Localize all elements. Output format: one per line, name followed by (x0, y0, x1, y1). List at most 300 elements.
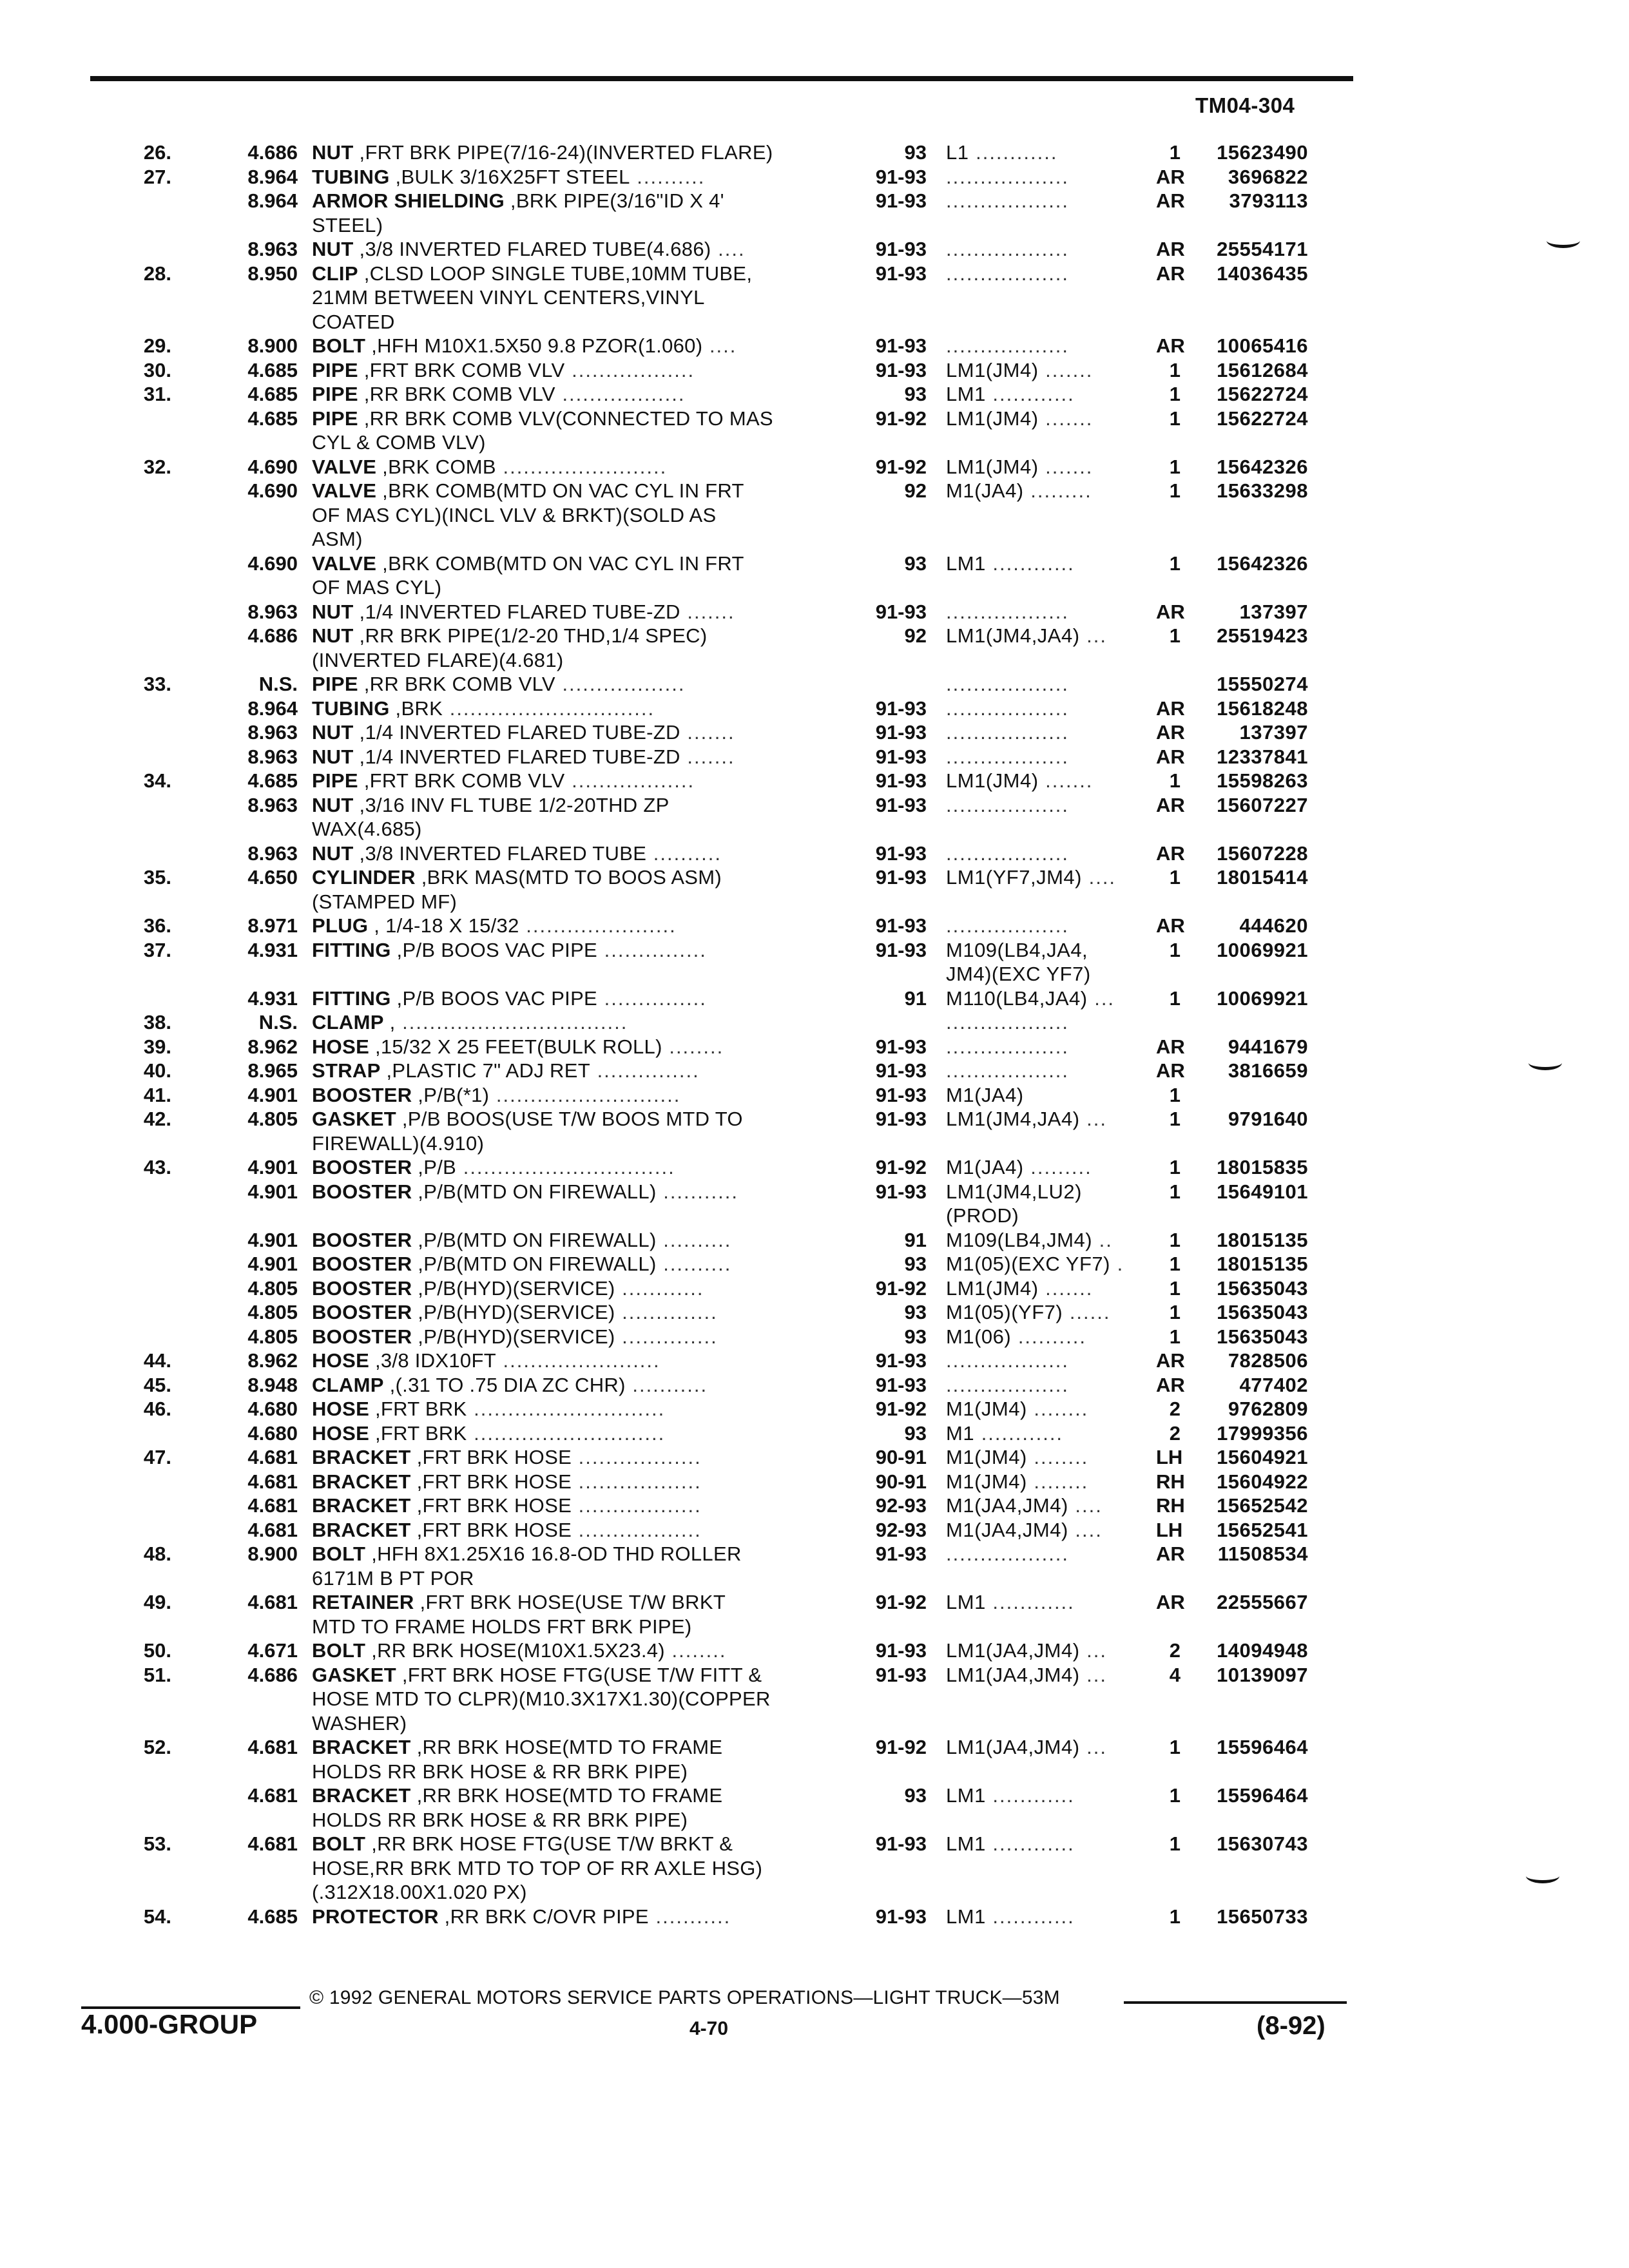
model-usage (927, 624, 1156, 648)
model-years: 91-92 (875, 407, 927, 430)
item-number: 54. (143, 1905, 171, 1928)
part-detail: ,15/32 X 25 FEET(BULK ROLL) (369, 1035, 662, 1058)
model-code: L1 (946, 141, 969, 164)
quantity: AR (1156, 334, 1185, 357)
part-detail: , 1/4-18 X 15/32 (368, 914, 519, 937)
part-number: 15633298 (1217, 479, 1308, 502)
part-number: 17999356 (1217, 1421, 1308, 1445)
leader-dots: .................. (946, 914, 1070, 937)
leader-dots: ............ (974, 1421, 1064, 1445)
quantity: 1 (1169, 1156, 1181, 1178)
parts-row (0, 1059, 1629, 1083)
model-years: 91-93 (875, 1083, 927, 1106)
group-number: 4.685 (247, 383, 298, 405)
model-code: M1 (946, 1421, 975, 1445)
model-usage (927, 358, 1156, 383)
group-number: 4.681 (247, 1784, 298, 1807)
leader-dots: ....... (680, 745, 735, 768)
leader-dots: ....... (1038, 407, 1094, 430)
quantity: AR (1156, 1373, 1185, 1396)
model-code: LM1 (946, 1784, 986, 1807)
part-description (298, 407, 844, 455)
part-number: 25519423 (1217, 624, 1308, 647)
part-detail: ,P/B(*1) (412, 1083, 490, 1106)
model-code: LM1(JM4) (946, 358, 1039, 381)
model-years: 91-93 (875, 1832, 927, 1855)
parts-row (0, 1663, 1629, 1736)
leader-dots: ............................... (456, 1156, 675, 1178)
model-usage (927, 407, 1156, 431)
model-usage (927, 720, 1156, 745)
leader-dots: .................. (946, 673, 1070, 695)
group-number: 4.681 (247, 1832, 298, 1855)
leader-dots: ... (1087, 986, 1115, 1010)
group-number: 4.901 (247, 1083, 298, 1106)
group-number: 8.948 (247, 1373, 298, 1396)
leader-dots: ............... (597, 938, 707, 961)
part-description (298, 865, 844, 914)
parts-row (0, 1421, 1629, 1446)
part-name: HOSE (312, 1398, 370, 1420)
leader-dots: ....... (1038, 1276, 1094, 1300)
group-number: 4.680 (247, 1398, 298, 1420)
leader-dots: ............................ (467, 1421, 666, 1445)
model-years: 91-93 (875, 189, 927, 212)
part-detail: ,RR BRK HOSE(MTD TO FRAME HOLDS RR BRK HOSE & RR BRK PIPE) (312, 1736, 723, 1783)
model-usage (927, 165, 1156, 189)
part-detail: ,P/B(MTD ON FIREWALL) (412, 1180, 657, 1203)
part-number: 15623490 (1217, 141, 1308, 164)
item-number: 36. (143, 914, 171, 937)
model-usage (927, 697, 1156, 721)
model-code: LM1 (946, 1832, 986, 1855)
model-code: M110(LB4,JA4) (946, 986, 1088, 1010)
parts-row (0, 624, 1629, 672)
model-code: M1(JA4) (946, 479, 1024, 502)
item-number: 43. (143, 1156, 171, 1178)
group-number: 4.901 (247, 1228, 298, 1251)
group-number: 8.963 (247, 841, 298, 865)
parts-row (0, 1155, 1629, 1180)
parts-row (0, 1542, 1629, 1590)
model-code: LM1(JM4,LU2) (PROD) (946, 1180, 1082, 1227)
part-name: PROTECTOR (312, 1905, 439, 1928)
quantity: 1 (1169, 1108, 1181, 1130)
part-detail: ,BULK 3/16X25FT STEEL (389, 165, 630, 188)
model-code: LM1(JM4) (946, 1276, 1039, 1300)
item-number: 50. (143, 1639, 171, 1662)
part-description (298, 1518, 844, 1542)
leader-dots: .................. (946, 262, 1070, 285)
model-usage (927, 1180, 1156, 1228)
part-detail: ,1/4 INVERTED FLARED TUBE-ZD (353, 600, 680, 623)
part-detail: ,P/B(HYD)(SERVICE) (412, 1301, 615, 1323)
part-detail: ,PLASTIC 7" ADJ RET (380, 1059, 590, 1082)
part-number: 14094948 (1217, 1639, 1308, 1662)
part-name: RETAINER (312, 1591, 414, 1613)
parts-row (0, 865, 1629, 914)
model-years: 91-92 (875, 1276, 927, 1300)
leader-dots: ....... (680, 721, 735, 744)
quantity: AR (1156, 697, 1185, 720)
part-number: 10069921 (1217, 938, 1308, 961)
parts-row (0, 1373, 1629, 1398)
model-years: 91-93 (875, 1373, 927, 1396)
quantity: AR (1156, 262, 1185, 285)
part-description (298, 986, 844, 1011)
model-years: 91-92 (875, 455, 927, 478)
group-number: 4.805 (247, 1108, 298, 1130)
group-number: 8.965 (247, 1059, 298, 1082)
part-name: CLIP (312, 262, 358, 285)
item-number: 28. (143, 262, 171, 285)
copyright-notice: © 1992 GENERAL MOTORS SERVICE PARTS OPERATIONS—LIGHT TRUCK—53M (309, 1987, 1060, 2008)
model-usage (927, 189, 1156, 213)
part-detail: ,P/B(HYD)(SERVICE) (412, 1325, 615, 1348)
model-years: 90-91 (875, 1470, 927, 1493)
leader-dots: ...................... (519, 914, 677, 937)
part-detail: ,FRT BRK COMB VLV (358, 358, 565, 381)
quantity: AR (1156, 600, 1185, 623)
item-number: 45. (143, 1373, 171, 1396)
part-number: 15650733 (1217, 1905, 1308, 1928)
parts-row (0, 382, 1629, 407)
part-name: NUT (312, 624, 354, 647)
part-description (298, 938, 844, 963)
model-code: M1(JA4,JM4) (946, 1518, 1068, 1541)
group-number: 4.686 (247, 624, 298, 647)
part-number: 15630743 (1217, 1832, 1308, 1855)
part-name: NUT (312, 238, 354, 260)
leader-dots: ... (1079, 1108, 1107, 1130)
parts-row (0, 1083, 1629, 1108)
part-number: 477402 (1239, 1373, 1308, 1396)
leader-dots: ....................... (496, 1349, 660, 1372)
part-detail: ,BRK PIPE(3/16"ID X 4' STEEL) (312, 189, 724, 236)
model-years: 93 (904, 1325, 927, 1348)
item-number: 31. (143, 383, 171, 405)
model-years: 91 (904, 986, 927, 1010)
quantity: 1 (1169, 1832, 1181, 1855)
parts-row (0, 262, 1629, 334)
part-name: FITTING (312, 986, 391, 1010)
leader-dots: ....... (1038, 769, 1094, 792)
model-code: LM1(JM4,JA4) (946, 1108, 1080, 1130)
leader-dots: .... (711, 238, 746, 260)
part-number: 15642326 (1217, 455, 1308, 478)
quantity: 1 (1169, 938, 1181, 961)
parts-row (0, 479, 1629, 552)
model-usage (927, 1470, 1156, 1494)
item-number: 33. (143, 673, 171, 695)
part-number: 15622724 (1217, 407, 1308, 430)
leader-dots: .......... (656, 1253, 732, 1275)
model-code: M1(06) (946, 1325, 1012, 1348)
part-detail: ,RR BRK COMB VLV (358, 383, 555, 405)
part-description (298, 720, 844, 745)
model-code: M1(05)(YF7) (946, 1301, 1063, 1323)
model-years: 91-93 (875, 1639, 927, 1662)
leader-dots: .......... (1011, 1325, 1086, 1348)
leader-dots: .... (702, 334, 737, 357)
parts-row (0, 1639, 1629, 1663)
part-number: 3696822 (1228, 165, 1308, 188)
quantity: AR (1156, 1059, 1185, 1082)
model-years: 91-93 (875, 1180, 927, 1203)
model-years: 91-93 (875, 1035, 927, 1058)
leader-dots: .... (1068, 1518, 1103, 1541)
part-name: BRACKET (312, 1446, 411, 1468)
part-name: PLUG (312, 914, 369, 937)
model-years: 93 (904, 1421, 927, 1445)
part-description (298, 1276, 844, 1301)
group-number: 4.681 (247, 1736, 298, 1758)
part-detail: ,BRK (389, 697, 443, 720)
part-name: BRACKET (312, 1470, 411, 1493)
leader-dots: ........... (625, 1373, 708, 1396)
part-name: NUT (312, 141, 354, 164)
part-detail: ,RR BRK C/OVR PIPE (438, 1905, 649, 1928)
group-number: 4.901 (247, 1253, 298, 1275)
part-number: 22555667 (1217, 1591, 1308, 1613)
model-code: LM1(JM4) (946, 455, 1039, 478)
model-code: LM1(JM4,JA4) (946, 624, 1080, 647)
part-detail: ,FRT BRK (369, 1421, 467, 1445)
model-code: M109(LB4,JM4) (946, 1228, 1093, 1251)
model-years: 91-93 (875, 866, 927, 889)
part-description (298, 1470, 844, 1494)
part-number: 15635043 (1217, 1325, 1308, 1348)
quantity: 1 (1169, 1905, 1181, 1928)
footer-rule-right (1124, 2001, 1347, 2004)
leader-dots: .................. (555, 383, 686, 405)
parts-row (0, 986, 1629, 1011)
part-name: FITTING (312, 938, 391, 961)
quantity: 1 (1169, 986, 1181, 1010)
parts-row (0, 938, 1629, 986)
part-description (298, 1300, 844, 1325)
part-number: 15596464 (1217, 1784, 1308, 1807)
group-number: 4.685 (247, 407, 298, 430)
leader-dots: .................. (946, 334, 1070, 357)
part-name: TUBING (312, 165, 390, 188)
parts-row (0, 1180, 1629, 1228)
group-number: 4.681 (247, 1494, 298, 1517)
part-number: 15607227 (1217, 793, 1308, 816)
model-usage (927, 1228, 1156, 1253)
model-years: 91-93 (875, 793, 927, 816)
part-name: GASKET (312, 1663, 396, 1686)
item-number: 29. (143, 334, 171, 357)
model-usage (927, 237, 1156, 262)
group-number: 4.686 (247, 141, 298, 164)
leader-dots: ... (1079, 1663, 1107, 1686)
part-description (298, 165, 844, 189)
part-number: 10069921 (1217, 986, 1308, 1010)
quantity: 2 (1169, 1639, 1181, 1662)
margin-mark-1 (1547, 233, 1580, 248)
part-name: BOOSTER (312, 1301, 412, 1323)
group-number: N.S. (258, 1011, 298, 1033)
part-description (298, 914, 844, 938)
part-name: BRACKET (312, 1784, 411, 1807)
part-name: NUT (312, 600, 354, 623)
quantity: 1 (1169, 624, 1181, 647)
part-detail: ,RR BRK PIPE(1/2-20 THD,1/4 SPEC) (INVERTED FLARE)(4.681) (312, 624, 708, 671)
part-number: 3793113 (1229, 189, 1308, 212)
part-name: GASKET (312, 1108, 396, 1130)
model-usage (927, 672, 1156, 697)
part-detail: ,RR BRK HOSE(MTD TO FRAME HOLDS RR BRK HOSE & RR BRK PIPE) (312, 1784, 723, 1831)
model-years: 92 (904, 479, 927, 502)
item-number: 47. (143, 1446, 171, 1468)
part-name: BOOSTER (312, 1253, 412, 1275)
part-name: BRACKET (312, 1518, 411, 1541)
parts-list (0, 140, 1629, 1928)
part-description (298, 455, 844, 479)
part-number: 15635043 (1217, 1276, 1308, 1300)
revision-date: (8-92) (1257, 2012, 1325, 2040)
model-usage (927, 1276, 1156, 1301)
part-name: BOOSTER (312, 1156, 412, 1178)
leader-dots: .................. (572, 1494, 702, 1517)
part-description (298, 262, 844, 334)
group-number: 8.963 (247, 238, 298, 260)
part-description (298, 1325, 844, 1349)
parts-row (0, 1300, 1629, 1325)
part-number: 15550274 (1217, 673, 1308, 695)
part-description (298, 1590, 844, 1639)
model-years: 91-93 (875, 721, 927, 744)
part-detail: ,1/4 INVERTED FLARED TUBE-ZD (353, 745, 680, 768)
group-label: 4.000-GROUP (81, 2009, 258, 2039)
part-detail: ,3/8 INVERTED FLARED TUBE (353, 841, 647, 865)
model-usage (927, 841, 1156, 866)
group-number: 4.690 (247, 455, 298, 478)
parts-row (0, 358, 1629, 383)
part-name: VALVE (312, 479, 377, 502)
part-number: 11508534 (1217, 1542, 1308, 1565)
parts-row (0, 1325, 1629, 1349)
part-name: BRACKET (312, 1736, 411, 1758)
part-number: 18015135 (1217, 1253, 1308, 1275)
group-number: 8.964 (247, 697, 298, 720)
model-usage (927, 1735, 1156, 1760)
model-code: M1(05)(EXC YF7) (946, 1253, 1110, 1275)
model-code: LM1 (946, 1905, 986, 1928)
leader-dots: .................. (946, 841, 1070, 865)
part-description (298, 1228, 844, 1253)
part-number: 18015135 (1217, 1228, 1308, 1251)
parts-row (0, 1905, 1629, 1929)
part-name: CYLINDER (312, 866, 416, 889)
leader-dots: .................. (946, 1349, 1070, 1372)
part-description (298, 479, 844, 552)
part-detail: ,RR BRK COMB VLV(CONNECTED TO MAS CYL & COMB VLV) (312, 407, 773, 454)
part-description (298, 1445, 844, 1470)
parts-row (0, 407, 1629, 455)
parts-row (0, 1035, 1629, 1059)
model-years: 93 (904, 552, 927, 575)
item-number: 35. (143, 866, 171, 889)
part-detail: ,BRK COMB(MTD ON VAC CYL IN FRT OF MAS CYL)(INCL VLV & BRKT)(SOLD AS ASM) (312, 479, 744, 550)
part-number: 25554171 (1217, 238, 1308, 260)
group-number: 4.901 (247, 1156, 298, 1178)
quantity: LH (1156, 1446, 1183, 1468)
model-code: M1(JM4) (946, 1470, 1027, 1493)
part-detail: ,HFH 8X1.25X16 16.8-OD THD ROLLER 6171M B PT POR (312, 1542, 742, 1590)
group-number: 4.681 (247, 1591, 298, 1613)
leader-dots: ....... (1038, 455, 1094, 478)
leader-dots: ............ (615, 1276, 704, 1300)
quantity: 1 (1169, 455, 1181, 478)
model-years: 91-93 (875, 697, 927, 720)
group-number: N.S. (258, 673, 298, 695)
leader-dots: .................. (946, 600, 1070, 623)
parts-row (0, 165, 1629, 189)
item-number: 38. (143, 1011, 171, 1033)
part-name: HOSE (312, 1421, 370, 1445)
part-number: 10065416 (1217, 334, 1308, 357)
group-number: 8.963 (247, 745, 298, 768)
quantity: 1 (1169, 1228, 1181, 1251)
item-number: 49. (143, 1591, 171, 1613)
item-number: 53. (143, 1832, 171, 1855)
model-years: 91-93 (875, 238, 927, 260)
part-description (298, 1783, 844, 1832)
model-years: 93 (904, 1784, 927, 1807)
part-number: 15598263 (1217, 769, 1308, 792)
part-number: 15622724 (1217, 383, 1308, 405)
leader-dots: ............ (969, 141, 1058, 164)
part-number: 3816659 (1228, 1059, 1308, 1082)
quantity: AR (1156, 1542, 1185, 1565)
quantity: LH (1156, 1518, 1183, 1541)
parts-row (0, 334, 1629, 358)
part-number: 15607228 (1217, 841, 1308, 865)
model-code: M1(JA4,JM4) (946, 1494, 1068, 1517)
model-code: LM1(JA4,JM4) (946, 1663, 1080, 1686)
leader-dots: ....... (1038, 358, 1094, 381)
part-number: 15652542 (1217, 1494, 1308, 1517)
parts-row (0, 1783, 1629, 1832)
part-name: BOLT (312, 1639, 366, 1662)
model-years: 93 (904, 383, 927, 405)
group-number: 4.671 (247, 1639, 298, 1662)
part-detail: ,FRT BRK (369, 1398, 467, 1420)
leader-dots: .... (1068, 1494, 1103, 1517)
part-name: STRAP (312, 1059, 381, 1082)
leader-dots: .................. (946, 745, 1070, 768)
part-number: 15649101 (1217, 1180, 1308, 1203)
page-number: 4-70 (689, 2018, 729, 2039)
margin-mark-3 (1526, 1869, 1559, 1883)
model-years: 91-93 (875, 1059, 927, 1082)
part-detail: ,3/16 INV FL TUBE 1/2-20THD ZP WAX(4.685) (312, 793, 670, 840)
leader-dots: .......... (646, 841, 722, 865)
model-years: 91 (904, 1228, 927, 1251)
part-detail: ,P/B BOOS(USE T/W BOOS MTD TO FIREWALL)(4.910) (312, 1108, 743, 1155)
parts-row (0, 140, 1629, 165)
group-number: 4.685 (247, 769, 298, 792)
part-name: CLAMP (312, 1011, 384, 1033)
part-detail: ,P/B BOOS VAC PIPE (390, 938, 598, 961)
item-number: 30. (143, 358, 171, 381)
group-number: 4.680 (247, 1421, 298, 1445)
parts-row (0, 1397, 1629, 1421)
parts-row (0, 914, 1629, 938)
item-number: 41. (143, 1083, 171, 1106)
